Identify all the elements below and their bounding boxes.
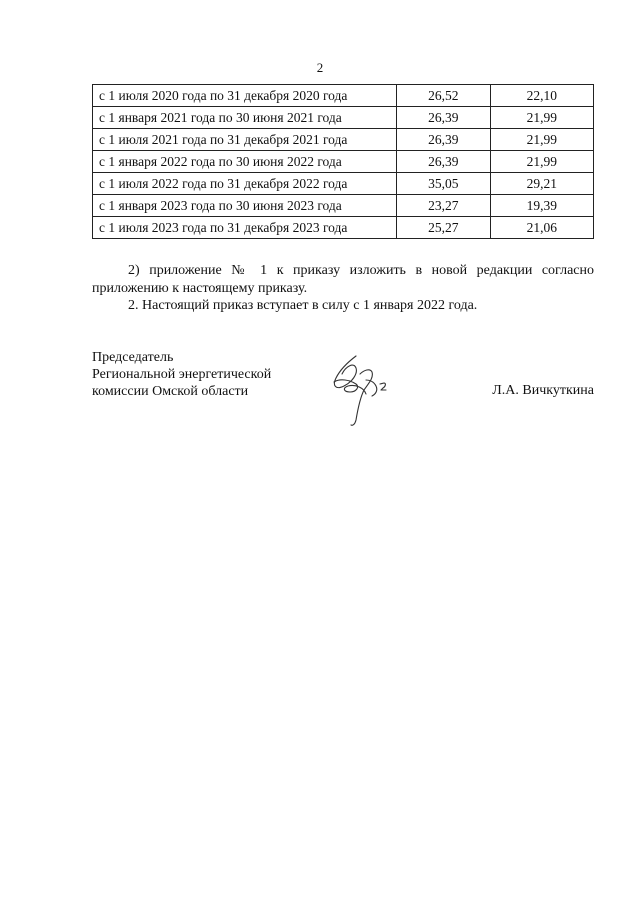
table-row bbox=[93, 173, 594, 195]
value2-cell: 21,99 bbox=[490, 129, 593, 151]
period-cell: с 1 июля 2023 года по 31 декабря 2023 года bbox=[93, 217, 397, 239]
period-cell: с 1 июля 2021 года по 31 декабря 2021 года bbox=[93, 129, 397, 151]
value1-cell: 35,05 bbox=[396, 173, 490, 195]
paragraph-effective-date: 2. Настоящий приказ вступает в силу с 1 января 2022 года. bbox=[128, 298, 478, 313]
value2-cell: 22,10 bbox=[490, 85, 593, 107]
handwritten-signature-icon bbox=[326, 350, 394, 428]
table-row bbox=[93, 195, 594, 217]
table-row bbox=[93, 129, 594, 151]
period-cell: с 1 января 2022 года по 30 июня 2022 года bbox=[93, 151, 397, 173]
value1-cell: 26,39 bbox=[396, 151, 490, 173]
table-row bbox=[93, 85, 594, 107]
value1-cell: 23,27 bbox=[396, 195, 490, 217]
value1-cell: 26,39 bbox=[396, 107, 490, 129]
table-row bbox=[93, 217, 594, 239]
value1-cell: 25,27 bbox=[396, 217, 490, 239]
signer-title-line: Региональной энергетической bbox=[92, 367, 272, 382]
value2-cell: 21,06 bbox=[490, 217, 593, 239]
period-cell: с 1 июля 2022 года по 31 декабря 2022 года bbox=[93, 173, 397, 195]
period-cell: с 1 июля 2020 года по 31 декабря 2020 года bbox=[93, 85, 397, 107]
value2-cell: 21,99 bbox=[490, 107, 593, 129]
signer-title bbox=[92, 349, 271, 400]
paragraph-item-2: 2) приложение № 1 к приказу изложить в новой редакции согласно приложению к настоящему приказу. bbox=[92, 263, 594, 296]
table-row bbox=[93, 107, 594, 129]
value2-cell: 29,21 bbox=[490, 173, 593, 195]
value2-cell: 19,39 bbox=[490, 195, 593, 217]
tariff-table bbox=[92, 84, 594, 239]
value2-cell: 21,99 bbox=[490, 151, 593, 173]
period-cell: с 1 января 2021 года по 30 июня 2021 года bbox=[93, 107, 397, 129]
signer-title-line: Председатель bbox=[92, 350, 174, 365]
value1-cell: 26,52 bbox=[396, 85, 490, 107]
value1-cell: 26,39 bbox=[396, 129, 490, 151]
page-number: 2 bbox=[316, 60, 324, 75]
table-row bbox=[93, 151, 594, 173]
signer-name: Л.А. Вичкуткина bbox=[492, 383, 594, 398]
period-cell: с 1 января 2023 года по 30 июня 2023 года bbox=[93, 195, 397, 217]
signer-title-line: комиссии Омской области bbox=[92, 384, 249, 399]
